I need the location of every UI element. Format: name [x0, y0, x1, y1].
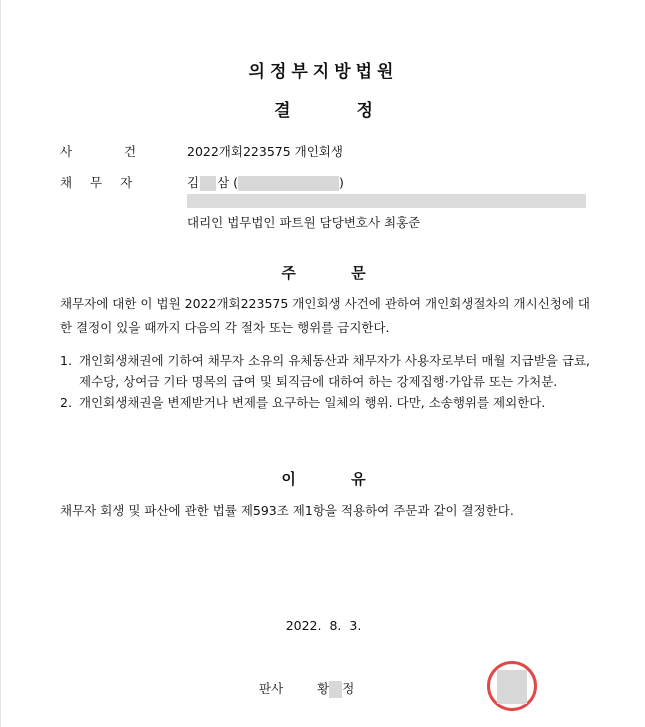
judge-title: 판사: [259, 681, 284, 696]
judge-name-first: 황: [317, 681, 330, 696]
reason-text: 채무자 회생 및 파산에 관한 법률 제593조 제1항을 적용하여 주문과 같이 결정한다.: [60, 503, 514, 518]
redacted-name: [200, 176, 216, 191]
debtor-name-last: 삼: [217, 175, 230, 190]
list-item-text: 개인회생채권을 변제받거나 변제를 요구하는 일체의 행위. 다만, 소송행위를 제외한다.: [79, 395, 546, 410]
agent-line: 대리인 법무법인 파트원 담당변호사 최홍준: [187, 215, 421, 230]
list-item-number: 1.: [60, 353, 72, 368]
case-label: 사 건: [60, 144, 137, 159]
list-item-text: 개인회생채권에 기하여 채무자 소유의 유체동산과 채무자가 사용자로부터 매월 지급받을 급료, 제수당, 상여금 기타 명목의 급여 및 퇴직금에 대하여 하는 강제집행·가압류 또는 가처분.: [79, 353, 590, 389]
debtor-name-first: 김: [187, 175, 200, 190]
main-order-intro: 채무자에 대한 이 법원 2022개회223575 개인회생 사건에 관하여 개인회생절차의 개시신청에 대한 결정이 있을 때까지 다음의 각 절차 또는 행위를 금지한다.: [60, 296, 590, 335]
case-value: 2022개회223575 개인회생: [187, 144, 343, 159]
list-item-number: 2.: [60, 395, 72, 410]
redacted-id: [238, 176, 339, 191]
redacted-address: [187, 194, 586, 208]
list-item: [60, 350, 590, 392]
judge-signature-line: [259, 679, 354, 698]
court-name: 의정부지방법원: [248, 62, 399, 82]
reason-heading: 이 유: [281, 470, 366, 488]
redacted-judge-name: [329, 681, 342, 698]
debtor-label: 채 무 자: [60, 175, 133, 190]
main-order-heading: 주 문: [281, 264, 366, 282]
list-item: [60, 392, 590, 413]
debtor-value: [187, 173, 344, 191]
decision-date: 2022. 8. 3.: [285, 618, 362, 633]
debtor-id-open: (: [233, 175, 239, 190]
redacted-seal: [497, 670, 527, 704]
prohibition-list: [60, 350, 590, 413]
judge-name-last: 정: [342, 681, 355, 696]
document-type: 결 정: [274, 101, 373, 121]
debtor-id-close: ): [339, 175, 344, 190]
court-seal-icon: [487, 661, 537, 711]
